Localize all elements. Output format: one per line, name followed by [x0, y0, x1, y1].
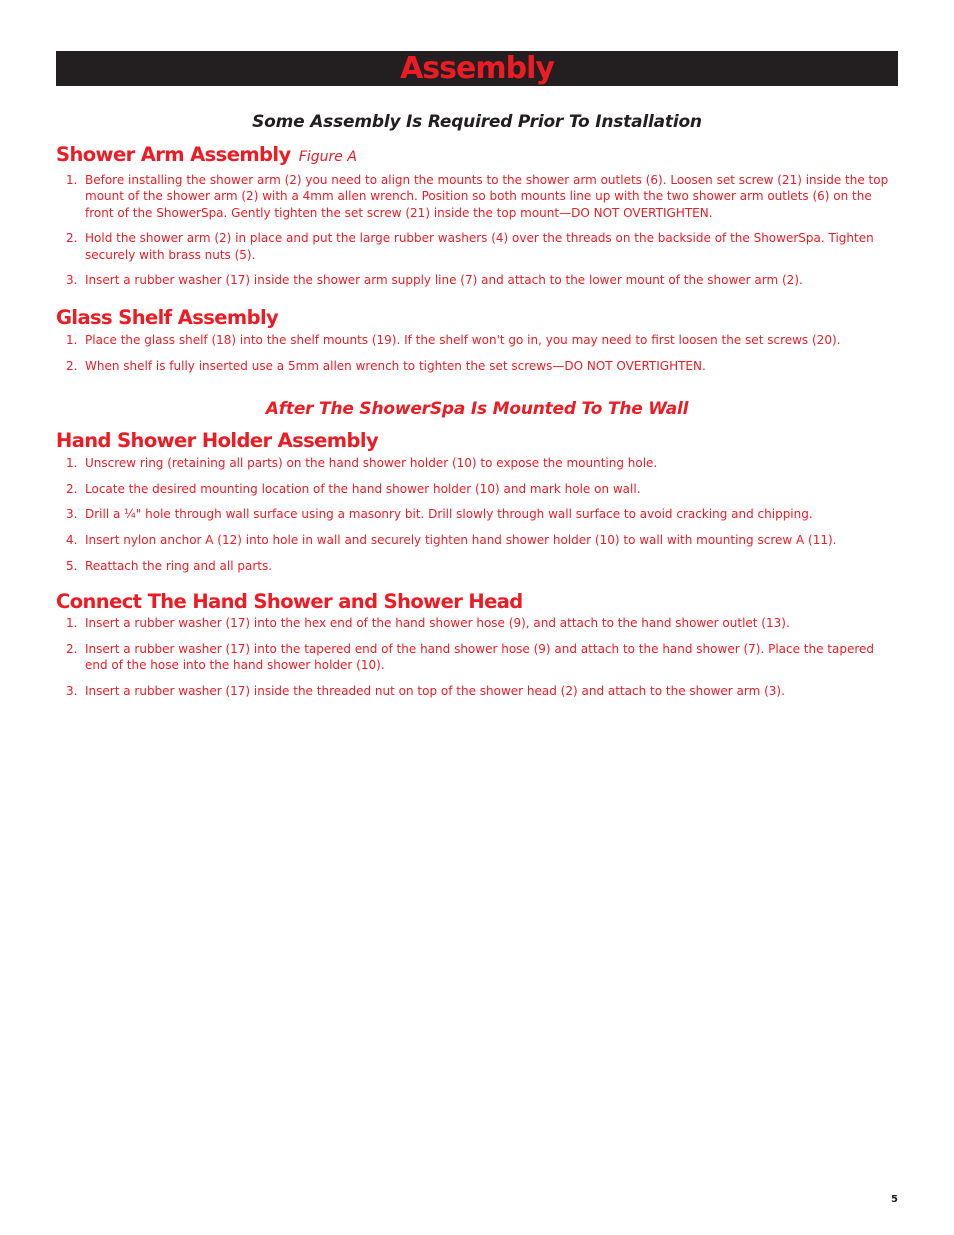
- step-number: 1.: [66, 173, 78, 187]
- step-number: 2.: [66, 231, 78, 246]
- step-number: 4.: [66, 533, 78, 548]
- step-text: When shelf is fully inserted use a 5mm allen wrench to tighten the set screws—DO NOT OVERTIGHTEN.: [85, 358, 706, 373]
- section-title: Hand Shower Holder Assembly: [56, 428, 379, 452]
- step-text: Locate the desired mounting location of the hand shower holder (10) and mark hole on wall.: [85, 481, 641, 496]
- step-item: [56, 506, 898, 522]
- step-text: Insert a rubber washer (17) inside the threaded nut on top of the shower head (2) and attach to the shower arm (3).: [85, 684, 785, 699]
- step-text: Insert a rubber washer (17) inside the shower arm supply line (7) and attach to the lower mount of the shower arm (2).: [85, 273, 803, 288]
- page-title: Assembly: [400, 51, 554, 86]
- section-title: [56, 143, 898, 169]
- step-item: [56, 683, 898, 699]
- section-glass-shelf-assembly: [56, 306, 898, 374]
- step-number: 2.: [66, 358, 78, 373]
- title-banner: [56, 51, 898, 86]
- manual-page: [56, 51, 898, 709]
- step-list: [56, 332, 898, 374]
- step-number: 3.: [66, 684, 78, 699]
- step-text: Place the glass shelf (18) into the shelf mounts (19). If the shelf won't go in, you may need to first loosen the set screws (20).: [85, 332, 841, 347]
- step-list: [56, 455, 898, 574]
- step-list: [56, 615, 898, 699]
- step-number: 1.: [66, 332, 78, 347]
- step-text: Reattach the ring and all parts.: [85, 559, 273, 574]
- section-shower-arm-assembly: [56, 143, 898, 289]
- section-title: Glass Shelf Assembly: [56, 305, 279, 329]
- step-item: [56, 230, 898, 263]
- step-text: Unscrew ring (retaining all parts) on the hand shower holder (10) to expose the mounting hole.: [85, 455, 658, 470]
- step-text: Hold the shower arm (2) in place and put the large rubber washers (4) over the threads on the backside of the ShowerSpa. Tighten securely with brass nuts (5).: [85, 231, 874, 262]
- section-title-text: Shower Arm Assembly: [56, 143, 291, 166]
- step-number: 5.: [66, 559, 78, 574]
- step-number: 2.: [66, 642, 78, 657]
- step-number: 1.: [66, 455, 78, 470]
- section-hand-shower-holder-assembly: [56, 429, 898, 574]
- step-item: [56, 641, 898, 674]
- step-item: [56, 481, 898, 497]
- page-number: 5: [891, 1194, 898, 1205]
- step-text: Drill a ¼" hole through wall surface using a masonry bit. Drill slowly through wall surface to avoid cracking and chipping.: [85, 507, 813, 522]
- figure-reference: Figure A: [298, 149, 357, 165]
- step-list: [56, 172, 898, 289]
- step-item: [56, 615, 898, 631]
- step-text: Insert a rubber washer (17) into the hex end of the hand shower hose (9), and attach to the hand shower outlet (13).: [85, 616, 790, 631]
- step-text: Insert a rubber washer (17) into the tapered end of the hand shower hose (9) and attach to the hand shower (7). Place the tapered end of the hose into the hand shower holder (10).: [85, 642, 875, 673]
- step-item: [56, 272, 898, 288]
- step-item: [56, 532, 898, 548]
- step-item: [56, 172, 898, 221]
- step-number: 3.: [66, 507, 78, 522]
- prior-installation-subhead: Some Assembly Is Required Prior To Installation: [252, 112, 702, 132]
- step-number: 1.: [66, 616, 78, 631]
- step-item: [56, 358, 898, 374]
- step-text: Insert nylon anchor A (12) into hole in wall and securely tighten hand shower holder (10) to wall with mounting screw A (11).: [85, 533, 837, 548]
- step-item: [56, 332, 898, 348]
- step-item: [56, 455, 898, 471]
- section-connect-hand-shower: [56, 590, 898, 699]
- section-title: Connect The Hand Shower and Shower Head: [56, 590, 523, 614]
- step-item: [56, 558, 898, 574]
- step-number: 2.: [66, 481, 78, 496]
- step-text: Before installing the shower arm (2) you need to align the mounts to the shower arm outlets (6). Loosen set screw (21) inside the top mount of the shower arm (2) with a 4mm allen wrench. Position so both mounts line up with the two shower arm outlets (6) on the front of the ShowerSpa. Gently tighten the set screw (21) inside the top mount—DO NOT OVERTIGHTEN.: [85, 173, 889, 220]
- step-number: 3.: [66, 273, 78, 288]
- after-mounting-subhead: After The ShowerSpa Is Mounted To The Wall: [265, 398, 689, 419]
